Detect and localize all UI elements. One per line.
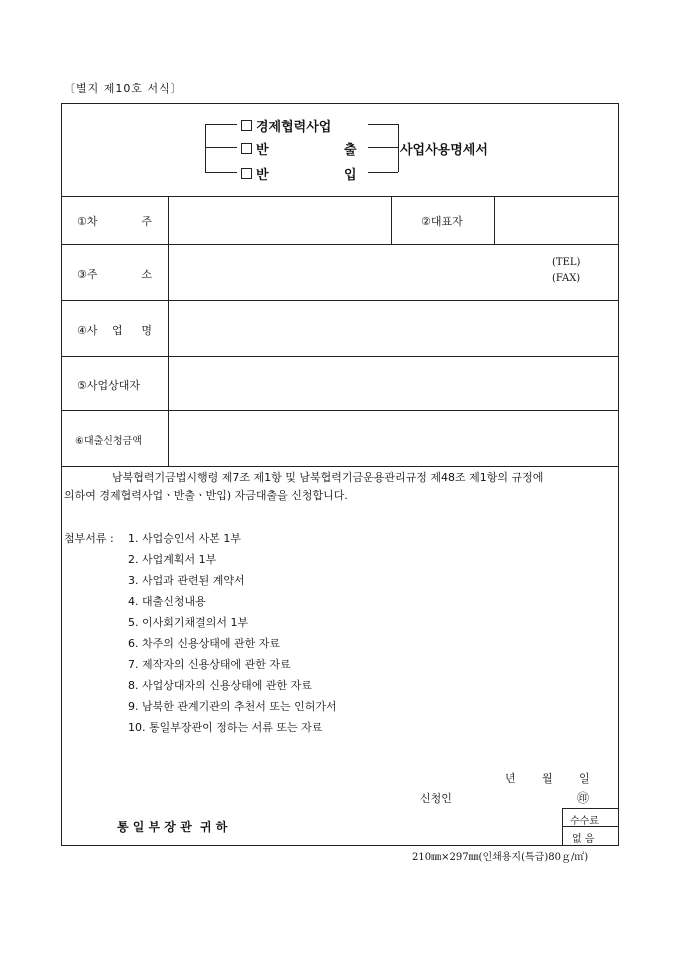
applicant-label: 신청인 <box>420 792 452 805</box>
debtor-field[interactable] <box>170 198 389 242</box>
bracket-line <box>368 124 398 125</box>
attachment-item: 6. 차주의 신용상태에 관한 자료 <box>128 637 280 650</box>
column-divider <box>494 196 495 244</box>
attachment-item: 1. 사업승인서 사본 1부 <box>128 532 241 545</box>
counterpart-label: ⑤사업상대자 <box>77 379 140 392</box>
tel-label: (TEL) <box>552 257 581 268</box>
bracket-line <box>205 124 206 172</box>
attachment-item: 5. 이사회기채결의서 1부 <box>128 616 249 629</box>
row-divider <box>61 300 619 301</box>
attachment-item: 9. 남북한 관계기관의 추천서 또는 인허가서 <box>128 700 337 713</box>
statement-line-2: 의하여 경제협력사업ㆍ반출ㆍ반입) 자금대출을 신청합니다. <box>64 489 348 502</box>
representative-field[interactable] <box>496 198 617 242</box>
bracket-line <box>205 172 237 173</box>
representative-label: ②대표자 <box>421 215 463 228</box>
recipient: 통 일 부 장 관 귀 하 <box>117 820 228 834</box>
option-import: 반 입 <box>241 164 368 183</box>
form-title: 사업사용명세서 <box>400 143 488 158</box>
bracket-line <box>205 124 237 125</box>
column-divider <box>168 196 169 466</box>
counterpart-field[interactable] <box>170 358 617 408</box>
date-year-label: 년 <box>505 772 516 785</box>
option-export: 반 출 <box>241 139 368 158</box>
seal-mark: ㊞ <box>577 791 590 805</box>
option-economic-cooperation: 경제협력사업 <box>241 116 331 135</box>
loan-amount-field[interactable] <box>170 412 617 464</box>
form-number-label: 〔별지 제10호 서식〕 <box>64 82 183 95</box>
business-name-label: ④사 업 명 <box>77 324 152 337</box>
checkbox-icon[interactable] <box>241 120 252 131</box>
checkbox-icon[interactable] <box>241 168 252 179</box>
column-divider <box>391 196 392 244</box>
row-divider <box>61 466 619 467</box>
row-divider <box>61 356 619 357</box>
bracket-line <box>368 147 398 148</box>
date-day-label: 일 <box>579 772 590 785</box>
attachment-item: 3. 사업과 관련된 계약서 <box>128 574 245 587</box>
address-label: ③주 소 <box>77 268 152 281</box>
loan-amount-label: ⑥대출신청금액 <box>75 436 142 447</box>
row-divider <box>61 244 619 245</box>
paper-spec: 210㎜×297㎜(인쇄용지(특급)80ｇ/㎡) <box>412 852 589 863</box>
row-divider <box>61 410 619 411</box>
debtor-label: ①차 주 <box>77 215 152 228</box>
checkbox-icon[interactable] <box>241 143 252 154</box>
attachment-item: 2. 사업계획서 1부 <box>128 553 217 566</box>
bracket-line <box>368 172 398 173</box>
attachment-item: 4. 대출신청내용 <box>128 595 206 608</box>
address-field[interactable] <box>170 246 617 298</box>
attachment-item: 7. 제작자의 신용상태에 관한 자료 <box>128 658 291 671</box>
attachment-item: 10. 통일부장관이 정하는 서류 또는 자료 <box>128 721 323 734</box>
business-name-field[interactable] <box>170 302 617 354</box>
attachments-label: 첨부서류 : <box>64 532 114 545</box>
fee-value: 없 음 <box>572 834 595 845</box>
row-divider <box>61 196 619 197</box>
fee-label: 수수료 <box>570 816 599 827</box>
fax-label: (FAX) <box>552 273 581 284</box>
bracket-line <box>398 124 399 172</box>
date-month-label: 월 <box>542 772 553 785</box>
statement-line-1: 남북협력기금법시행령 제7조 제1항 및 남북협력기금운용관리규정 제48조 제1항의 규정에 <box>112 471 544 484</box>
bracket-line <box>205 147 237 148</box>
attachment-item: 8. 사업상대자의 신용상태에 관한 자료 <box>128 679 312 692</box>
